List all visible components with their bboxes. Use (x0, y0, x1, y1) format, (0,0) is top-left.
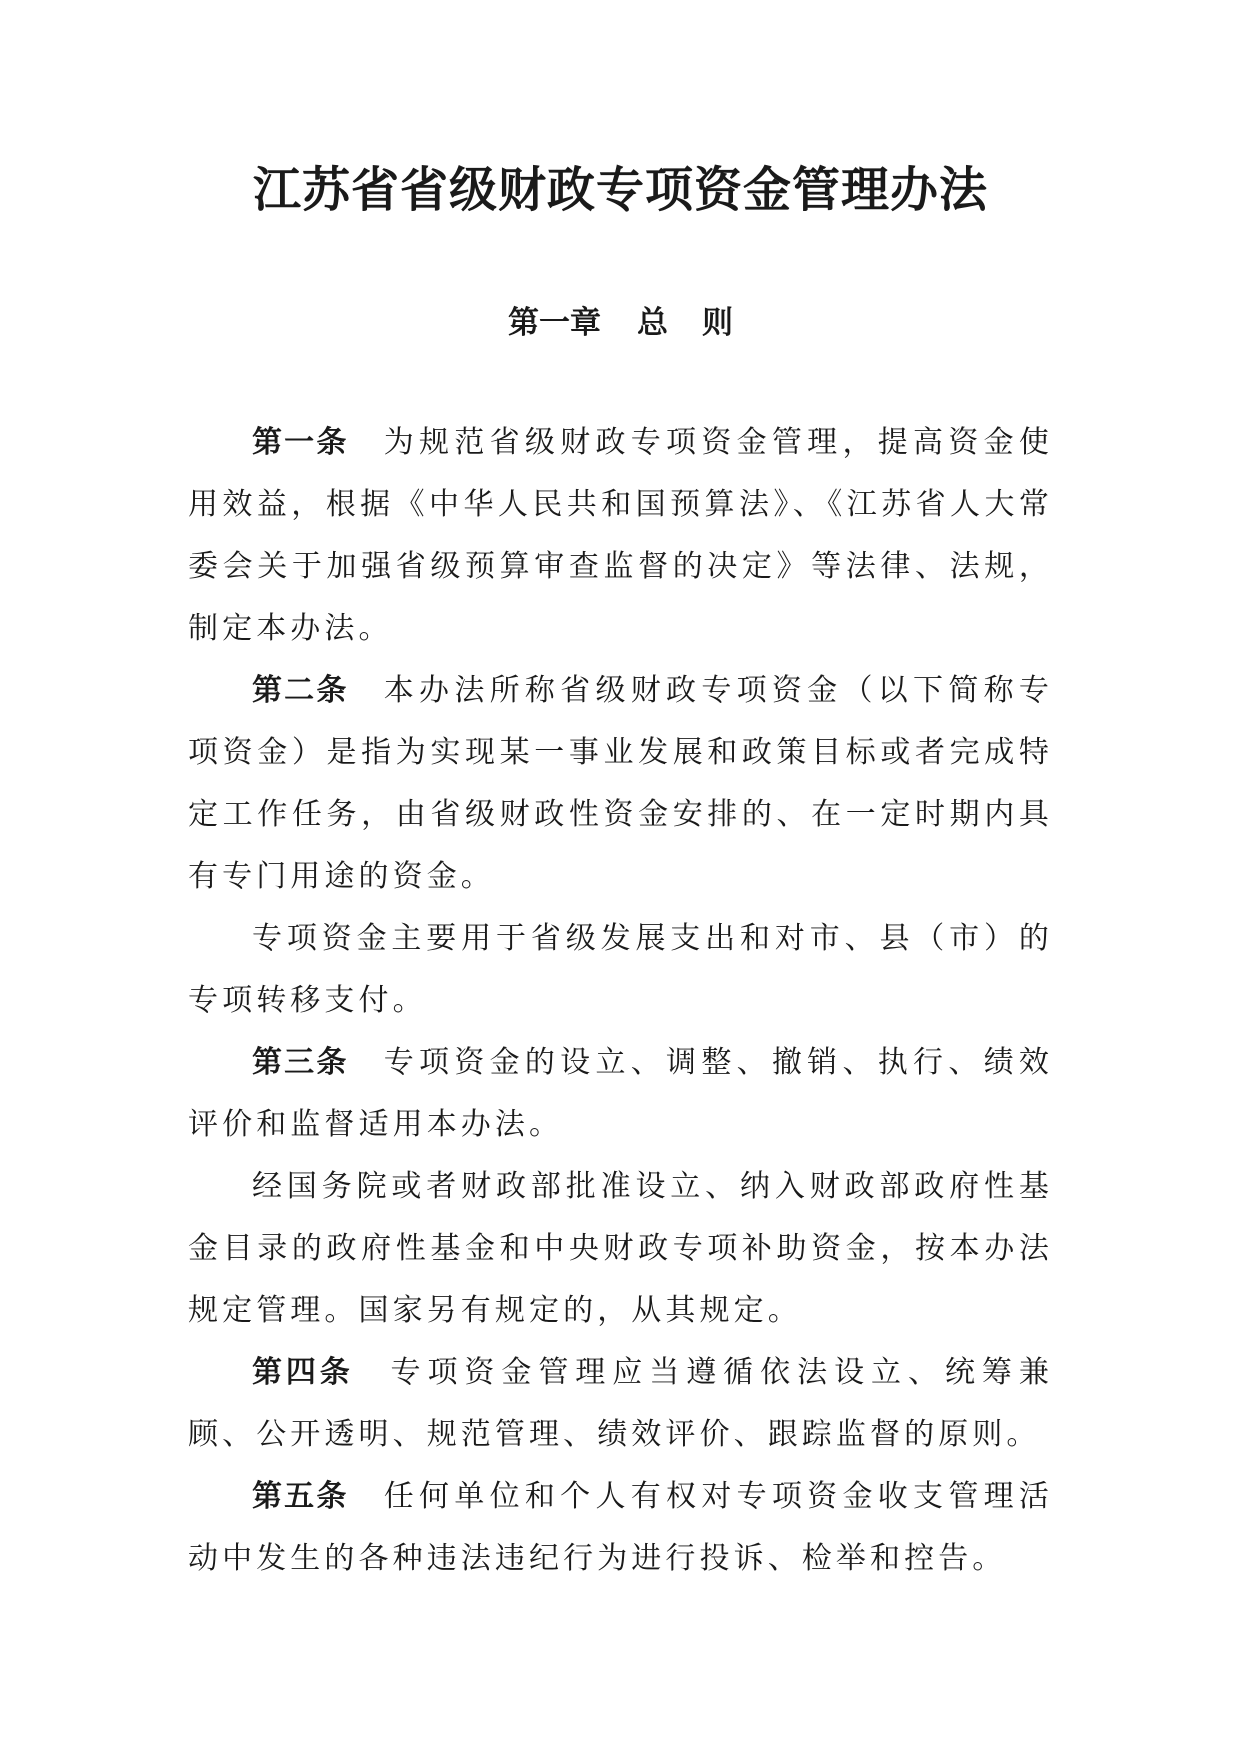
article-text: 专项资金的设立、调整、撤销、执行、绩效评价和监督适用本办法。 (188, 1045, 1053, 1142)
article-label: 第五条 (252, 1479, 349, 1514)
chapter-name-part2: 则 (702, 305, 733, 341)
article-3-paragraph-2 (188, 1156, 1053, 1342)
chapter-heading (0, 300, 1241, 346)
document-title: 江苏省省级财政专项资金管理办法 (252, 162, 988, 218)
article-text: 本办法所称省级财政专项资金（以下简称专项资金）是指为实现某一事业发展和政策目标或者完成特定工作任务，由省级财政性资金安排的、在一定时期内具有专门用途的资金。 (188, 673, 1053, 894)
article-text: 专项资金主要用于省级发展支出和对市、县（市）的专项转移支付。 (188, 921, 1053, 1018)
chapter-number: 第一章 (508, 305, 601, 341)
article-4 (188, 1342, 1053, 1466)
article-text: 为规范省级财政专项资金管理，提高资金使用效益，根据《中华人民共和国预算法》、《江苏省人大常委会关于加强省级预算审查监督的决定》等法律、法规，制定本办法。 (188, 425, 1053, 646)
article-label: 第四条 (252, 1355, 354, 1390)
article-3 (188, 1032, 1053, 1156)
article-text: 专项资金管理应当遵循依法设立、统筹兼顾、公开透明、规范管理、绩效评价、跟踪监督的原则。 (188, 1355, 1053, 1452)
chapter-name-part1: 总 (637, 305, 668, 341)
article-1 (188, 412, 1053, 660)
document-body (188, 412, 1053, 1590)
article-5 (188, 1466, 1053, 1590)
article-label: 第一条 (252, 425, 349, 460)
article-label: 第二条 (252, 673, 349, 708)
article-text: 经国务院或者财政部批准设立、纳入财政部政府性基金目录的政府性基金和中央财政专项补助资金，按本办法规定管理。国家另有规定的，从其规定。 (188, 1169, 1053, 1328)
article-2 (188, 660, 1053, 908)
article-label: 第三条 (252, 1045, 349, 1080)
article-2-paragraph-2 (188, 908, 1053, 1032)
article-text: 任何单位和个人有权对专项资金收支管理活动中发生的各种违法违纪行为进行投诉、检举和控告。 (188, 1479, 1053, 1576)
